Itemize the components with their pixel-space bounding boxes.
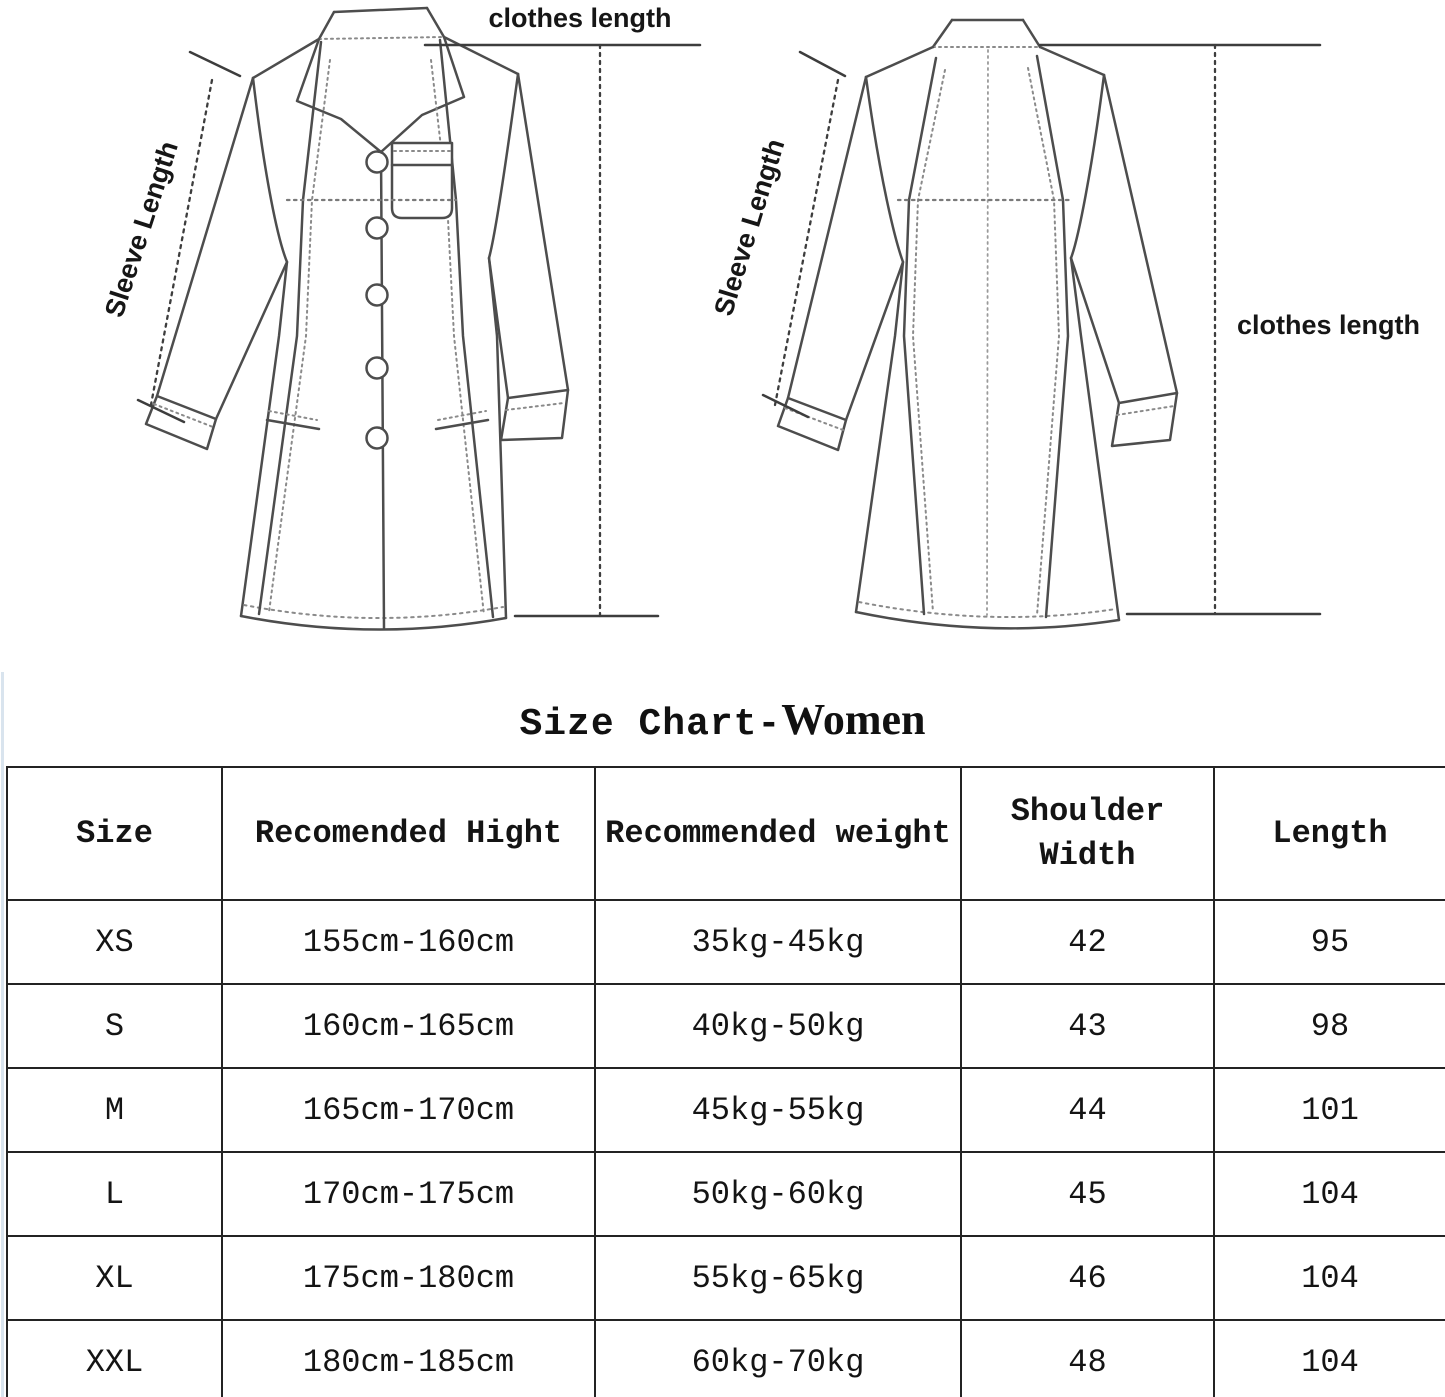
coat-buttons [367, 152, 388, 449]
front-measurement-lines [138, 45, 700, 616]
cell-length: 104 [1214, 1236, 1445, 1320]
table-row-s [7, 984, 1445, 1068]
cell-length: 101 [1214, 1068, 1445, 1152]
cell-shoulder: 44 [961, 1068, 1214, 1152]
cell-weight: 40kg-50kg [595, 984, 961, 1068]
cell-size: S [7, 984, 222, 1068]
col-header-length: Length [1214, 767, 1445, 900]
cell-shoulder: 43 [961, 984, 1214, 1068]
cell-height: 180cm-185cm [222, 1320, 595, 1397]
cell-weight: 50kg-60kg [595, 1152, 961, 1236]
cell-height: 155cm-160cm [222, 900, 595, 984]
col-header-shoulder-width: Shoulder Width [961, 767, 1214, 900]
cell-size: XXL [7, 1320, 222, 1397]
size-chart-table [6, 766, 1445, 1397]
cell-height: 160cm-165cm [222, 984, 595, 1068]
cell-height: 170cm-175cm [222, 1152, 595, 1236]
cell-size: XL [7, 1236, 222, 1320]
cell-weight: 55kg-65kg [595, 1236, 961, 1320]
cell-size: M [7, 1068, 222, 1152]
cell-shoulder: 48 [961, 1320, 1214, 1397]
table-row-xl [7, 1236, 1445, 1320]
table-row-m [7, 1068, 1445, 1152]
cell-weight: 35kg-45kg [595, 900, 961, 984]
cell-weight: 60kg-70kg [595, 1320, 961, 1397]
cell-shoulder: 45 [961, 1152, 1214, 1236]
size-chart-title [0, 694, 1445, 746]
front-coat-drawing [146, 8, 568, 630]
front-sleeve-length-label: Sleeve Length [98, 137, 184, 321]
cell-length: 98 [1214, 984, 1445, 1068]
header-row [7, 767, 1445, 900]
cell-length: 95 [1214, 900, 1445, 984]
cell-height: 175cm-180cm [222, 1236, 595, 1320]
col-header-recommended-height: Recomended Hight [222, 767, 595, 900]
back-clothes-length-label: clothes length [1237, 310, 1421, 340]
cell-height: 165cm-170cm [222, 1068, 595, 1152]
table-row-xs [7, 900, 1445, 984]
col-header-recommended-weight: Recommended weight [595, 767, 961, 900]
back-coat-drawing [778, 20, 1177, 628]
cell-shoulder: 42 [961, 900, 1214, 984]
title-suffix: Women [781, 695, 926, 744]
col-header-size: Size [7, 767, 222, 900]
left-edge-artifact [1, 672, 4, 1397]
title-prefix: Size Chart- [519, 703, 782, 746]
lab-coat-measurement-diagram [0, 0, 1445, 668]
cell-size: XS [7, 900, 222, 984]
cell-length: 104 [1214, 1320, 1445, 1397]
cell-size: L [7, 1152, 222, 1236]
back-sleeve-length-label: Sleeve Length [708, 135, 791, 320]
front-clothes-length-label: clothes length [488, 3, 672, 33]
cell-shoulder: 46 [961, 1236, 1214, 1320]
table-row-l [7, 1152, 1445, 1236]
cell-length: 104 [1214, 1152, 1445, 1236]
cell-weight: 45kg-55kg [595, 1068, 961, 1152]
table-row-xxl [7, 1320, 1445, 1397]
